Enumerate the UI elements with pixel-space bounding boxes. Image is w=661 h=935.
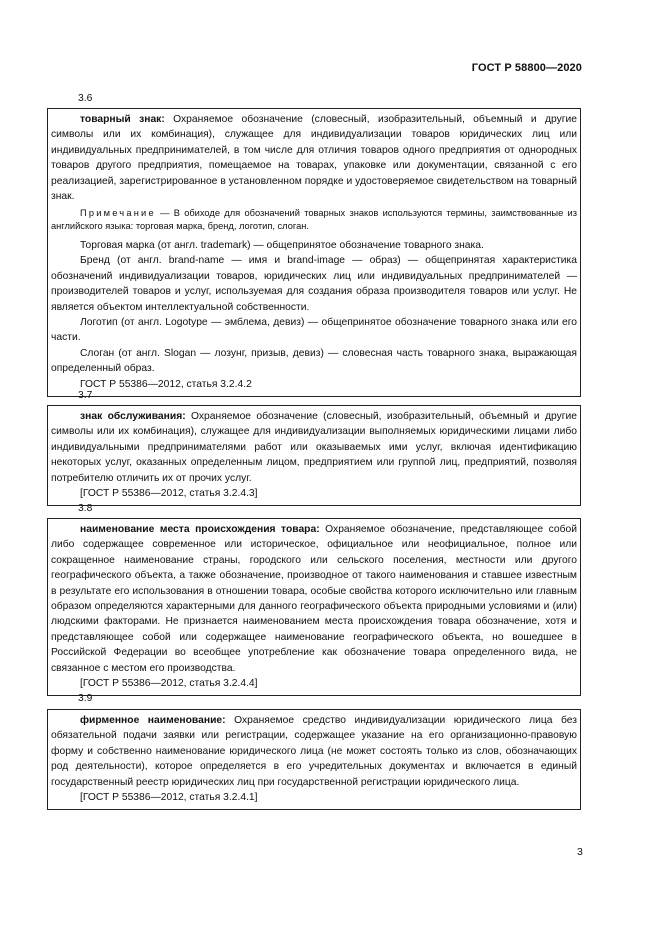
term-name: наименование места происхождения товара: bbox=[80, 524, 320, 535]
paragraph: Логотип (от англ. Logotype — эмблема, девиз) — общепринятое обозначение товарного знака или его части. bbox=[51, 317, 577, 344]
term-definition bbox=[51, 112, 577, 204]
paragraph: Бренд (от англ. brand-name — имя и brand-image — образ) — общепринятая характеристика обозначений индивидуализации товаров, юридических лиц или индивидуальных предпринимателей — производителей товаров и услуг, используемая для создания образа производителя товаров или услуг. Не является объектом интеллектуальной собственности. bbox=[51, 255, 577, 313]
source-reference: [ГОСТ Р 55386—2012, статья 3.2.4.3] bbox=[80, 488, 258, 500]
term-entry-box bbox=[47, 405, 581, 506]
note-label: Примечание bbox=[80, 208, 156, 219]
definition-text: Охраняемое средство индивидуализации юридического лица без обязательной подачи заявки или регистрации, содержащее указание на его организационно-правовую форму и собственно наименование юридического лица (не может состоять только из слов, обозначающих род деятельности), которое определяется в его учредительных документах и включается в единый государственный реестр юридических лиц при государственной регистрации юридического лица. bbox=[51, 715, 577, 788]
page-number: 3 bbox=[577, 846, 583, 858]
source-reference: [ГОСТ Р 55386—2012, статья 3.2.4.1] bbox=[80, 792, 258, 804]
term-entry-box bbox=[47, 518, 581, 696]
term-name: знак обслуживания: bbox=[80, 411, 186, 422]
note-text: — В обиходе для обозначений товарных знаков используются термины, заимствованные из английского языка: торговая марка, бренд, логотип, слоган. bbox=[51, 208, 577, 231]
source-reference: ГОСТ Р 55386—2012, статья 3.2.4.2 bbox=[80, 378, 252, 390]
entry-number: 3.9 bbox=[78, 693, 93, 704]
definition-text: Охраняемое обозначение (словесный, изобразительный, объемный и другие символы или их комбинация), служащее для индивидуализации товаров юридических лиц или индивидуальных предпринимателей, в том числе для отличия товаров одного предприятия от однородных товаров другого предприятия, помещаемое на товарах, упаковке или документации, связанной с его реализацией, зарегистрированное в установленном порядке и удостоверяемое свидетельством на товарный знак. bbox=[51, 114, 578, 203]
term-definition bbox=[51, 713, 577, 790]
definition-text: Охраняемое обозначение, представляющее собой либо содержащее современное или историческое, официальное или неофициальное, полное или сокращенное наименование страны, городского или сельского поселения, местности или другого географического объекта, а также обозначение, производное от такого наименования и ставшее известным в результате его использования в отношении товара, особые свойства которого исключительно или главным образом определяются характерными для данного географического объекта природными условиями и (или) людскими факторами. Не признается наименованием места происхождения товара обозначение, хотя и представляющее собой или содержащее наименование географического объекта, но вошедшее в Российской Федерации во всеобщее употребление как обозначение товара определенного вида, не связанное с местом его производства. bbox=[51, 524, 577, 674]
source-reference: [ГОСТ Р 55386—2012, статья 3.2.4.4] bbox=[80, 678, 258, 690]
term-definition bbox=[51, 409, 577, 486]
term-entry-box bbox=[47, 108, 581, 397]
entry-number: 3.6 bbox=[78, 93, 93, 104]
term-entry-box bbox=[47, 709, 581, 810]
paragraph: Торговая марка (от англ. trademark) — общепринятое обозначение товарного знака. bbox=[80, 240, 484, 252]
document-header-standard: ГОСТ Р 58800—2020 bbox=[471, 62, 582, 74]
paragraph: Слоган (от англ. Slogan — лозунг, призыв, девиз) — словесная часть товарного знака, выражающая определенный образ. bbox=[51, 347, 577, 375]
term-name: товарный знак: bbox=[80, 114, 165, 125]
term-definition bbox=[51, 522, 577, 676]
note bbox=[51, 207, 577, 232]
entry-number: 3.8 bbox=[78, 503, 93, 514]
term-name: фирменное наименование: bbox=[80, 715, 226, 726]
entry-number: 3.7 bbox=[78, 390, 93, 401]
definition-text: Охраняемое обозначение (словесный, изобразительный, объемный и другие символы или их комбинация), служащее для индивидуализации выполняемых юридическими лицами либо индивидуальными предпринимателями работ или оказываемых ими услуг, включая идентификацию некоторых услуг, оказанных определенным лицом, предприятием или группой лиц, предприятий, позволяя потребителю отличить их от прочих услуг. bbox=[51, 411, 578, 484]
